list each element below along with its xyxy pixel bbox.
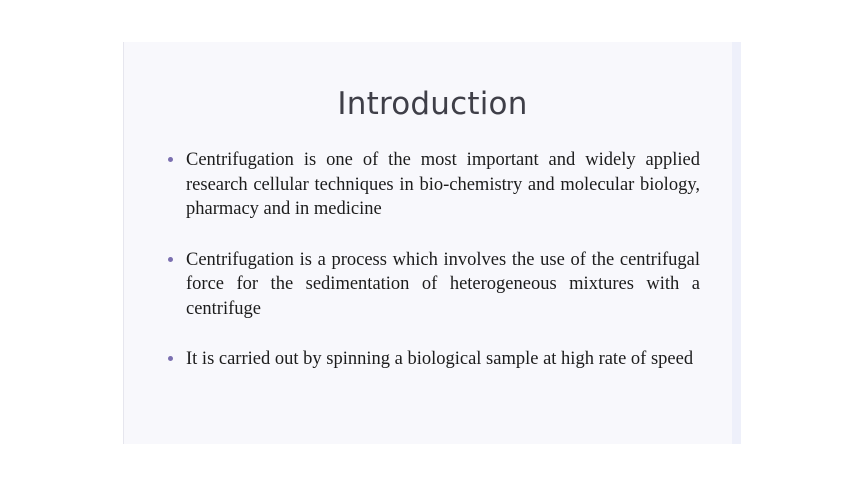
bullet-dot-icon (168, 257, 173, 262)
bullet-item (168, 248, 700, 322)
slide-title: Introduction (337, 86, 528, 122)
bullet-text: It is carried out by spinning a biological sample at high rate of speed (186, 349, 694, 369)
bullet-item (168, 347, 700, 372)
bullet-item (168, 148, 700, 222)
bullet-dot-icon (168, 356, 173, 361)
bullet-list (168, 148, 700, 372)
slide (123, 42, 741, 444)
bullet-text: Centrifugation is a process which involves the use of the centrifugal force for the sedimentation of heterogeneous mixtures with a centrifuge (186, 249, 700, 319)
bullet-dot-icon (168, 157, 173, 162)
bullet-text: Centrifugation is one of the most important and widely applied research cellular techniques in bio-chemistry and molecular biology, pharmacy and in medicine (186, 150, 700, 219)
